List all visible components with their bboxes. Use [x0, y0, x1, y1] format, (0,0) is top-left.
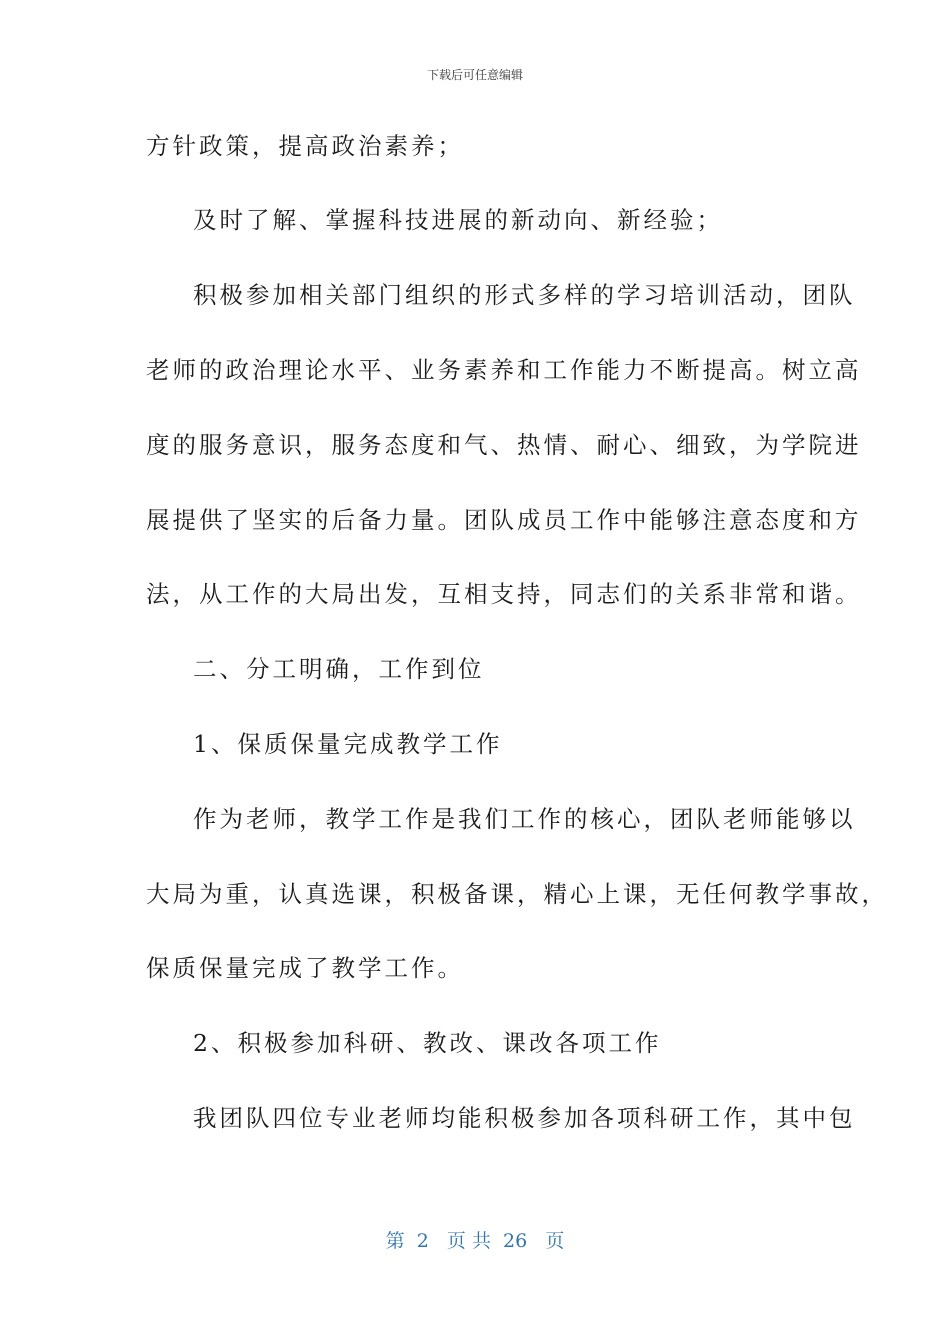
text-line: 保质保量完成了教学工作。 — [146, 954, 464, 982]
text-line: 展提供了坚实的后备力量。团队成员工作中能够注意态度和方 — [146, 506, 862, 534]
text-line: 我团队四位专业老师均能积极参加各项科研工作，其中包 — [193, 1104, 856, 1132]
text-line: 作为老师，教学工作是我们工作的核心，团队老师能够以 — [193, 805, 856, 833]
subsection-heading: 1、保质保量完成教学工作 — [193, 730, 503, 758]
text-line: 积极参加相关部门组织的形式多样的学习培训活动，团队 — [193, 281, 856, 309]
page-number-footer: 第 2 页 共 26 页 — [385, 1230, 565, 1252]
page-header: 下载后可任意编辑 — [426, 68, 523, 82]
text-line: 方针政策，提高政治素养； — [146, 132, 464, 160]
text-line: 大局为重，认真选课，积极备课，精心上课，无任何教学事故， — [146, 880, 888, 908]
text-line: 度的服务意识，服务态度和气、热情、耐心、细致，为学院进 — [146, 431, 862, 459]
text-line: 老师的政治理论水平、业务素养和工作能力不断提高。树立高 — [146, 356, 862, 384]
subsection-heading: 2、积极参加科研、教改、课改各项工作 — [193, 1029, 662, 1057]
text-line: 及时了解、掌握科技进展的新动向、新经验； — [193, 206, 723, 234]
section-heading: 二、分工明确，工作到位 — [193, 655, 485, 683]
text-line: 法，从工作的大局出发，互相支持，同志们的关系非常和谐。 — [146, 580, 862, 608]
